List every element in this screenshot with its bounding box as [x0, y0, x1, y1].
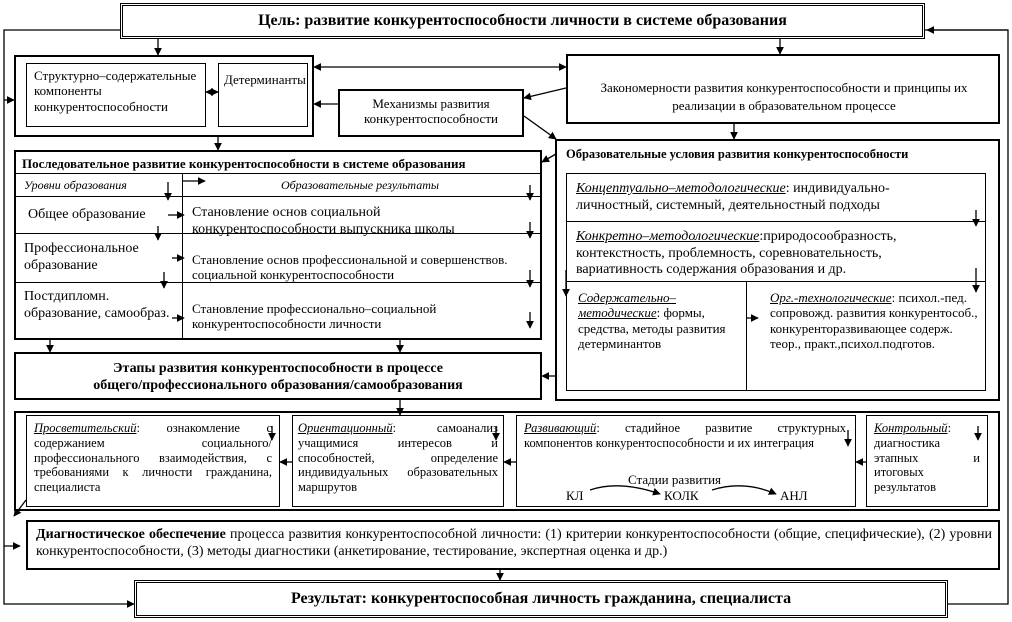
stages-title-line2: общего/профессионального образования/самообразования — [93, 378, 463, 393]
stage-developing-text: Развивающий: стадийное развитие структурных компонентов конкурентоспособности и их интеграция — [524, 421, 846, 450]
level-professional: Профессиональное образование — [24, 241, 139, 273]
frame-right-line — [925, 30, 1008, 604]
result-general: Становление основ социальной конкурентоспособности выпускника школы — [192, 205, 455, 237]
result-postgraduate: Становление профессионально–социальной конкурентоспособности личности — [192, 301, 437, 332]
result-text: Результат: конкурентоспособная личность гражданина, специалиста — [290, 590, 792, 607]
mechanisms-to-conditions-arrow — [524, 116, 556, 139]
stage-orientation-text: Ориентационный: самоанализ учащимися интересов и способностей, определение индивидуальных образовательных маршрутов — [298, 421, 498, 494]
conditions-title: Образовательные условия развития конкурентоспособности — [566, 147, 909, 161]
kl-to-kolk-arrow — [590, 486, 660, 494]
stage-enlightening-text: Просветительский: ознакомление с содержанием социального/профессионального взаимодействия, с требованиями к личности гражданина, специалиста — [34, 421, 272, 494]
laws-to-mechanisms-arrow — [524, 88, 566, 98]
col-results: Образовательные результаты — [280, 178, 440, 192]
content-methodical-text: Содержательно–методические: формы, средства, методы развития детерминантов — [578, 290, 726, 351]
frame-left-line — [4, 30, 120, 546]
mechanisms-text: Механизмы развития конкурентоспособности — [364, 96, 498, 127]
determinants-text: Детерминанты — [224, 72, 306, 87]
stage-control-text: Контрольный: диагностика этапных и итоговых результатов — [874, 421, 980, 494]
diagnostic-text: Диагностическое обеспечение процесса развития конкурентоспособной личности: (1) критерии конкурентоспособности (общие, специфические), (2) уровни конкурентоспособности, (3) методы диагностики (анкетирование, тестирование, экспертная оценка и др.) — [36, 527, 992, 559]
concrete-text: Конкретно–методологические:природосообразность, контекстность, проблемность, соревновательность, вариативность содержания образования и др. — [576, 229, 897, 277]
result-professional: Становление основ профессиональной и совершенствов. социальной конкурентоспособности — [192, 252, 508, 283]
conditions-to-sequential-arrow — [542, 154, 556, 162]
stage-to-frame-arrow — [14, 500, 26, 516]
frame-bottom-left-line — [4, 546, 134, 604]
org-technological-text: Орг.-технологические: психол.-пед. сопровожд. развития конкурентособ., конкуренторазвивающее содерж. теор., практ.,психол.подготов. — [770, 290, 978, 351]
conceptual-text: Концептуально–методологические: индивидуально-личностный, системный, деятельностный подходы — [576, 181, 890, 213]
goal-text: Цель: развитие конкурентоспособности личности в системе образования — [258, 12, 787, 29]
sequential-title: Последовательное развитие конкурентоспособности в системе образования — [22, 156, 466, 171]
dev-stage-kl: КЛ — [566, 488, 584, 503]
dev-stage-kolk: КОЛК — [664, 488, 699, 503]
laws-text: Закономерности развития конкурентоспособности и принципы их реализации в образовательном процессе — [600, 80, 968, 114]
structural-text: Структурно–содержательные компоненты конкурентоспособности — [34, 68, 197, 114]
dev-stage-anl: АНЛ — [780, 488, 808, 503]
col-levels: Уровни образования — [24, 178, 127, 192]
level-general: Общее образование — [28, 207, 146, 222]
kolk-to-anl-arrow — [712, 486, 776, 494]
level-postgraduate: Постдипломн. образование, самообраз. — [24, 289, 170, 321]
stages-title-line1: Этапы развития конкурентоспособности в процессе — [113, 361, 443, 376]
dev-stages-title: Стадии развития — [628, 472, 722, 487]
